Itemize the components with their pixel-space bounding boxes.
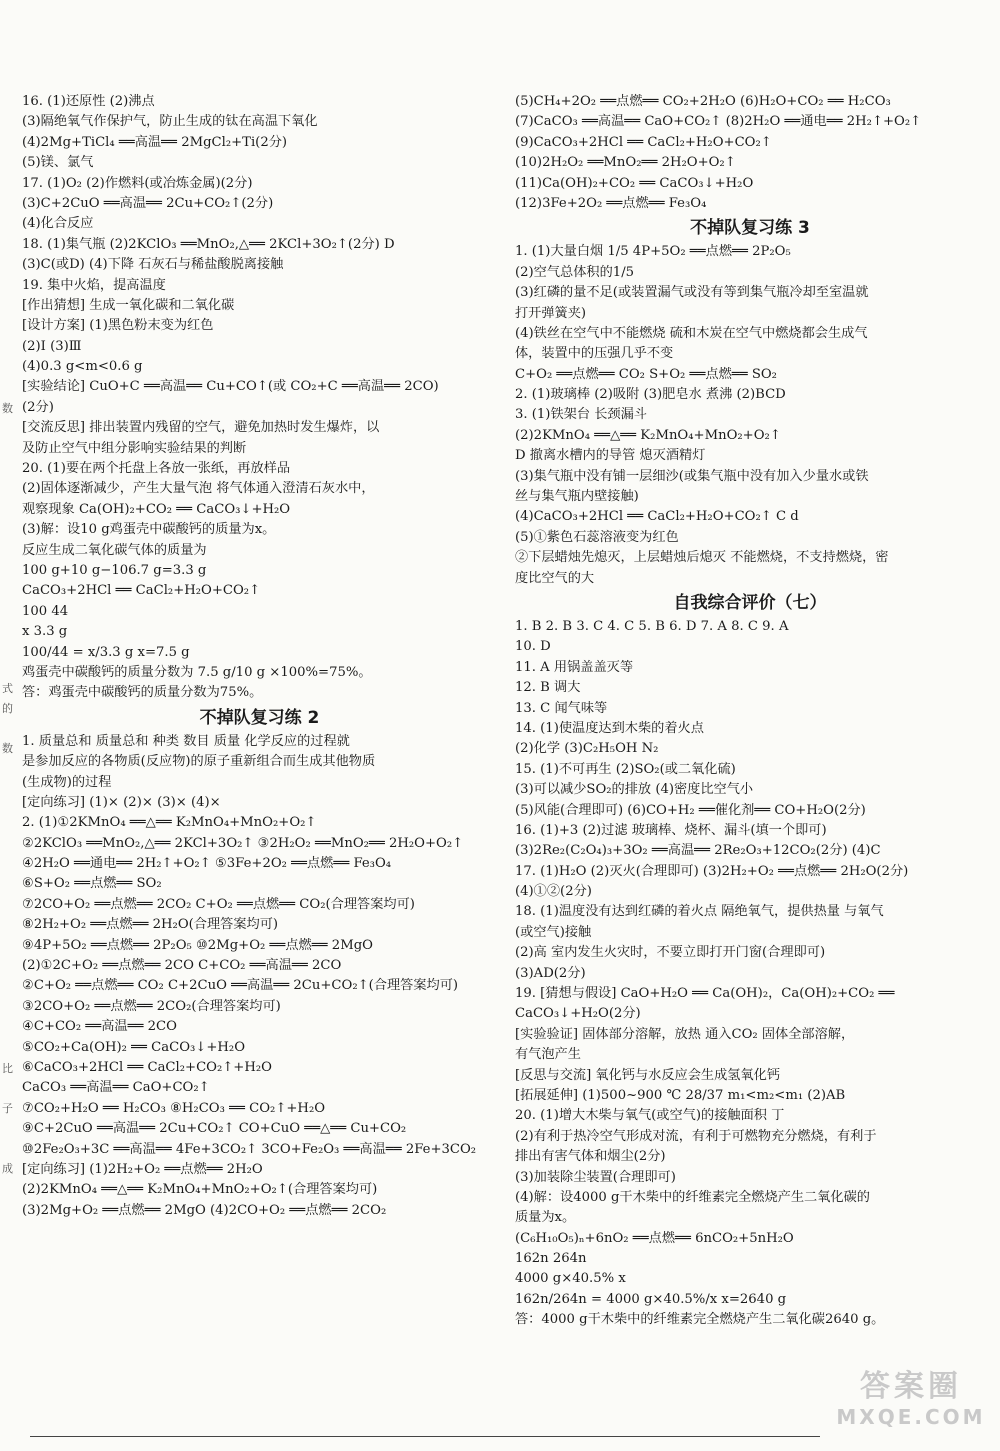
margin-mark: 式 <box>2 682 13 695</box>
answer-line: (4)解：设4000 g干木柴中的纤维素完全燃烧产生二氧化碳的 <box>515 1189 870 1205</box>
section-title-review-2: 不掉队复习练 2 <box>199 707 320 728</box>
margin-mark: 成 <box>2 1162 13 1175</box>
answer-line: 观察现象 Ca(OH)₂+CO₂ ══ CaCO₃↓+H₂O <box>22 501 291 517</box>
answer-line: x 3.3 g <box>22 624 68 640</box>
answer-line: [反思与交流] 氧化钙与水反应会生成氢氧化钙 <box>515 1067 781 1083</box>
answer-line: (4)①②(2分) <box>515 884 592 900</box>
answer-line: 3. (1)铁架台 长颈漏斗 <box>515 407 647 423</box>
answer-line: 1. B 2. B 3. C 4. C 5. B 6. D 7. A 8. C 9. A <box>515 618 789 634</box>
answer-line: 17. (1)H₂O (2)灭火(合理即可) (3)2H₂+O₂ ══点燃══ 2H₂O(2分) <box>515 863 909 879</box>
right-answers-part3 <box>515 617 985 1331</box>
answer-line: 1. (1)大量白烟 1/5 4P+5O₂ ══点燃══ 2P₂O₅ <box>515 244 791 260</box>
answer-line: ②下层蜡烛先熄灭，上层蜡烛后熄灭 不能燃烧，不支持燃烧，密 <box>515 550 889 566</box>
answer-line: 2. (1)玻璃棒 (2)吸附 (3)肥皂水 煮沸 (2)BCD <box>515 387 786 403</box>
answer-line: 15. (1)不可再生 (2)SO₂(或二氧化硫) <box>515 761 736 777</box>
answer-line: 是参加反应的各物质(反应物)的原子重新组合而生成其他物质 <box>22 754 376 770</box>
answer-line: (2)化学 (3)C₂H₅OH N₂ <box>515 741 659 757</box>
right-answers-part1 <box>515 92 985 214</box>
answer-line: (4)2Mg+TiCl₄ ══高温══ 2MgCl₂+Ti(2分) <box>22 134 288 150</box>
answer-line: (3)集气瓶中没有铺一层细沙(或集气瓶中没有加入少量水或铁 <box>515 468 869 484</box>
margin-mark: 比 <box>2 1062 13 1075</box>
answer-line: 18. (1)集气瓶 (2)2KClO₃ ══MnO₂,△══ 2KCl+3O₂↑(2分) D <box>22 236 395 252</box>
answer-line: (5)①紫色石蕊溶液变为红色 <box>515 529 679 545</box>
answer-line: (2)2KMnO₄ ══△══ K₂MnO₄+MnO₂+O₂↑(合理答案均可) <box>22 1182 378 1198</box>
answer-line: (5)风能(合理即可) (6)CO+H₂ ══催化剂══ CO+H₂O(2分) <box>515 802 866 818</box>
answer-line: (3)解：设10 g鸡蛋壳中碳酸钙的质量为x。 <box>22 522 276 538</box>
answer-line: (3)红磷的量不足(或装置漏气或没有等到集气瓶冷却至室温就 <box>515 285 869 301</box>
section-title-review-3: 不掉队复习练 3 <box>690 218 810 239</box>
answer-line: ⑦CO₂+H₂O ══ H₂CO₃ ⑧H₂CO₃ ══ CO₂↑+H₂O <box>22 1100 326 1116</box>
answer-line: [定向练习] (1)2H₂+O₂ ══点燃══ 2H₂O <box>22 1161 263 1177</box>
right-answers-part2 <box>515 242 985 589</box>
answer-line: 11. A 用锅盖盖灭等 <box>515 659 634 675</box>
answer-line: 14. (1)使温度达到木柴的着火点 <box>515 720 704 736</box>
answer-line: [设计方案] (1)黑色粉末变为红色 <box>22 318 214 334</box>
answer-line: (5)CH₄+2O₂ ══点燃══ CO₂+2H₂O (6)H₂O+CO₂ ══ H₂CO₃ <box>515 94 891 109</box>
answer-line: (2)高 室内发生火灾时，不要立即打开门窗(合理即可) <box>515 945 826 961</box>
answer-line: ⑥CaCO₃+2HCl ══ CaCl₂+CO₂↑+H₂O <box>22 1059 272 1075</box>
answer-line: (3)隔绝氧气作保护气，防止生成的钛在高温下氧化 <box>22 114 318 130</box>
answer-line: 17. (1)O₂ (2)作燃料(或冶炼金属)(2分) <box>22 175 253 191</box>
answer-line: 13. C 闻气味等 <box>515 700 608 716</box>
answer-line: 100 g+10 g−106.7 g=3.3 g <box>22 562 207 578</box>
answer-line: 体，装置中的压强几乎不变 <box>515 346 674 362</box>
answer-line: 20. (1)要在两个托盘上各放一张纸，再放样品 <box>22 461 291 477</box>
answer-line: 19. [猜想与假设] CaO+H₂O ══ Ca(OH)₂，Ca(OH)₂+CO₂ ══ <box>515 986 895 1002</box>
left-answers-part2 <box>22 732 497 1221</box>
answer-line: ⑤CO₂+Ca(OH)₂ ══ CaCO₃↓+H₂O <box>22 1039 246 1055</box>
margin-mark: 数 <box>2 402 13 415</box>
answer-line: ④C+CO₂ ══高温══ 2CO <box>22 1019 177 1035</box>
section-title-self-eval-7: 自我综合评价（七） <box>673 592 827 613</box>
answer-line: ③2CO+O₂ ══点燃══ 2CO₂(合理答案均可) <box>22 998 281 1014</box>
answer-line: 2. (1)①2KMnO₄ ══△══ K₂MnO₄+MnO₂+O₂↑ <box>22 815 317 831</box>
answer-line: 18. (1)温度没有达到红磷的着火点 隔绝氧气，提供热量 与氧气 <box>515 904 884 920</box>
answer-line: ②C+O₂ ══点燃══ CO₂ C+2CuO ══高温══ 2Cu+CO₂↑(合理答案均可) <box>22 978 459 994</box>
answer-line: ②2KClO₃ ══MnO₂,△══ 2KCl+3O₂↑ ③2H₂O₂ ══MnO₂══ 2H₂O+O₂↑ <box>22 835 464 851</box>
answer-line: [作出猜想] 生成一氧化碳和二氧化碳 <box>22 297 235 313</box>
answer-line: CaCO₃↓+H₂O(2分) <box>515 1006 641 1022</box>
answer-line: [实验验证] 固体部分溶解，放热 通入CO₂ 固体全部溶解， <box>515 1026 855 1042</box>
answer-line: (10)2H₂O₂ ══MnO₂══ 2H₂O+O₂↑ <box>515 155 736 171</box>
answer-line: (4)CaCO₃+2HCl ══ CaCl₂+H₂O+CO₂↑ C d <box>515 509 799 525</box>
answer-line: ⑦2CO+O₂ ══点燃══ 2CO₂ C+O₂ ══点燃══ CO₂(合理答案均可) <box>22 896 415 912</box>
answer-line: [交流反思] 排出装置内残留的空气，避免加热时发生爆炸，以 <box>22 420 380 436</box>
answer-line: ⑥S+O₂ ══点燃══ SO₂ <box>22 876 162 892</box>
answer-line: 162n 264n <box>515 1251 587 1267</box>
answer-line: (2)①2C+O₂ ══点燃══ 2CO C+CO₂ ══高温══ 2CO <box>22 958 342 974</box>
answer-line: (11)Ca(OH)₂+CO₂ ══ CaCO₃↓+H₂O <box>515 175 754 191</box>
answer-line: 及防止空气中组分影响实验结果的判断 <box>22 440 247 456</box>
answer-line: (4)化合反应 <box>22 216 94 232</box>
answer-line: 19. 集中火焰，提高温度 <box>22 277 166 293</box>
answer-line: ⑧2H₂+O₂ ══点燃══ 2H₂O(合理答案均可) <box>22 917 279 933</box>
answer-line: (5)镁、氯气 <box>22 155 94 171</box>
answer-line: 100 44 <box>22 603 69 619</box>
answer-line: 1. 质量总和 质量总和 种类 数目 质量 化学反应的过程就 <box>22 733 350 749</box>
watermark-text: 答案圈 <box>860 1369 962 1404</box>
answer-line: (4)0.3 g<m<0.6 g <box>22 359 143 375</box>
answer-line: 反应生成二氧化碳气体的质量为 <box>22 542 207 558</box>
answer-line: 10. D <box>515 639 551 655</box>
right-column <box>515 92 985 1331</box>
answer-line: 质量为x。 <box>515 1210 576 1226</box>
answer-line: (或空气)接触 <box>515 924 592 940</box>
bottom-rule <box>30 1436 820 1437</box>
margin-mark: 数 <box>2 742 13 755</box>
answer-line: 12. B 调大 <box>515 680 581 696</box>
answer-line: ④2H₂O ══通电══ 2H₂↑+O₂↑ ⑤3Fe+2O₂ ══点燃══ Fe₃O₄ <box>22 856 392 872</box>
answer-line: 20. (1)增大木柴与氧气(或空气)的接触面积 丁 <box>515 1108 785 1124</box>
answer-line: (3)C+2CuO ══高温══ 2Cu+CO₂↑(2分) <box>22 195 274 211</box>
answer-line: 鸡蛋壳中碳酸钙的质量分数为 7.5 g/10 g ×100%=75%。 <box>22 664 372 680</box>
answer-line: (3)C(或D) (4)下降 石灰石与稀盐酸脱离接触 <box>22 257 284 273</box>
answer-line: (2)固体逐渐减少，产生大量气泡 将气体通入澄清石灰水中， <box>22 481 375 497</box>
answer-line: (生成物)的过程 <box>22 774 112 790</box>
answer-line: 162n/264n = 4000 g×40.5%/x x=2640 g <box>515 1291 787 1307</box>
watermark-url: MXQE.COM <box>836 1405 986 1429</box>
answer-line: CaCO₃+2HCl ══ CaCl₂+H₂O+CO₂↑ <box>22 583 261 599</box>
answer-line: ⑨C+2CuO ══高温══ 2Cu+CO₂↑ CO+CuO ══△══ Cu+CO₂ <box>22 1121 407 1137</box>
left-answers-part1 <box>22 92 497 704</box>
answer-line: (3)AD(2分) <box>515 965 586 981</box>
answer-line: (4)铁丝在空气中不能燃烧 硫和木炭在空气中燃烧都会生成气 <box>515 325 868 341</box>
answer-line: (2)2KMnO₄ ══△══ K₂MnO₄+MnO₂+O₂↑ <box>515 427 781 443</box>
left-column <box>22 92 497 1221</box>
answer-line: (C₆H₁₀O₅)ₙ+6nO₂ ══点燃══ 6nCO₂+5nH₂O <box>515 1230 794 1246</box>
answer-line: ⑨4P+5O₂ ══点燃══ 2P₂O₅ ⑩2Mg+O₂ ══点燃══ 2MgO <box>22 937 373 953</box>
answer-line: CaCO₃ ══高温══ CaO+CO₂↑ <box>22 1080 210 1096</box>
margin-mark: 的 <box>2 702 13 715</box>
answer-line: [实验结论] CuO+C ══高温══ Cu+CO↑(或 CO₂+C ══高温══ 2CO) <box>22 379 439 395</box>
answer-line: 4000 g×40.5% x <box>515 1271 626 1287</box>
answer-line: (3)2Mg+O₂ ══点燃══ 2MgO (4)2CO+O₂ ══点燃══ 2CO₂ <box>22 1202 387 1218</box>
answer-line: (2)有利于热冷空气形成对流，有利于可燃物充分燃烧，有利于 <box>515 1128 877 1144</box>
answer-line: (2)Ⅰ (3)Ⅲ <box>22 338 82 354</box>
answer-line: 丝与集气瓶内壁接触) <box>515 489 639 505</box>
answer-line: [定向练习] (1)× (2)× (3)× (4)× <box>22 794 221 810</box>
answer-line: (3)加装除尘装置(合理即可) <box>515 1169 676 1185</box>
answer-line: D 撤离水槽内的导管 熄灭酒精灯 <box>515 448 706 464</box>
answer-line: (3)2Re₂(C₂O₄)₃+3O₂ ══高温══ 2Re₂O₃+12CO₂(2分) (4)C <box>515 843 881 859</box>
answer-line: (2)空气总体积的1/5 <box>515 264 635 280</box>
answer-line: 打开弹簧夹) <box>515 305 587 321</box>
answer-line: C+O₂ ══点燃══ CO₂ S+O₂ ══点燃══ SO₂ <box>515 366 777 382</box>
answer-line: (12)3Fe+2O₂ ══点燃══ Fe₃O₄ <box>515 195 707 211</box>
watermark-logo <box>836 1369 986 1437</box>
answer-line: 度比空气的大 <box>515 570 595 586</box>
answer-line: (2分) <box>22 399 54 415</box>
answer-line: 16. (1)还原性 (2)沸点 <box>22 94 155 109</box>
answer-line: 有气泡产生 <box>515 1047 581 1063</box>
answer-line: (7)CaCO₃ ══高温══ CaO+CO₂↑ (8)2H₂O ══通电══ 2H₂↑+O₂↑ <box>515 114 922 130</box>
answer-line: [拓展延伸] (1)500~900 ℃ 28/37 m₁<m₂<m₁ (2)AB <box>515 1087 846 1103</box>
answer-line: 答：鸡蛋壳中碳酸钙的质量分数为75%。 <box>22 685 263 701</box>
answer-line: 16. (1)+3 (2)过滤 玻璃棒、烧杯、漏斗(填一个即可) <box>515 822 827 838</box>
answer-line: (3)可以减少SO₂的排放 (4)密度比空气小 <box>515 782 754 798</box>
answer-line: 答：4000 g干木柴中的纤维素完全燃烧产生二氧化碳2640 g。 <box>515 1312 885 1328</box>
answer-line: (9)CaCO₃+2HCl ══ CaCl₂+H₂O+CO₂↑ <box>515 134 772 150</box>
answer-line: 100/44 = x/3.3 g x=7.5 g <box>22 644 190 660</box>
margin-mark: 子 <box>2 1102 13 1115</box>
answer-line: ⑩2Fe₂O₃+3C ══高温══ 4Fe+3CO₂↑ 3CO+Fe₂O₃ ══高温══ 2Fe+3CO₂ <box>22 1141 477 1157</box>
answer-line: 排出有害气体和烟尘(2分) <box>515 1149 666 1165</box>
